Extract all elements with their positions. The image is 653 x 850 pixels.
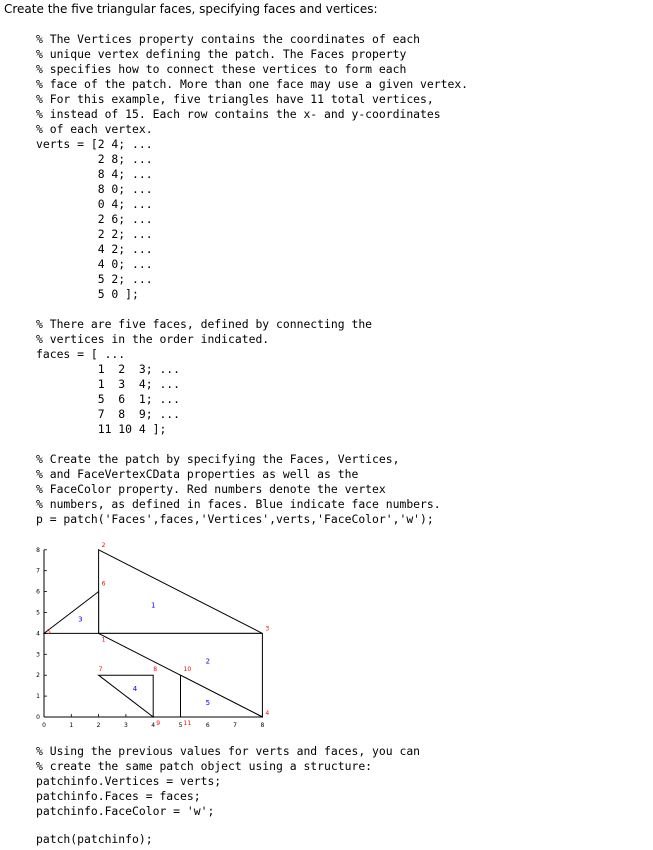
vertex-number-label: 6: [101, 580, 106, 588]
x-tick-label: 1: [69, 722, 74, 729]
code-line: 2 6; ...: [36, 212, 153, 226]
code-line: 2 8; ...: [36, 152, 153, 166]
vertex-number-label: 4: [265, 710, 270, 717]
vertex-number-label: 2: [101, 541, 106, 549]
code-line: % specifies how to connect these vertices to form each: [36, 62, 407, 76]
vertex-number-label: 8: [153, 666, 158, 674]
face-number-label: 4: [132, 685, 138, 694]
code-line: faces = [ ...: [36, 347, 126, 361]
code-line: % face of the patch. More than one face may use a given vertex.: [36, 77, 469, 91]
y-tick-label: 2: [36, 672, 40, 680]
code-line: % and FaceVertexCData properties as well as the: [36, 467, 359, 481]
code-line: 5 6 1; ...: [36, 392, 181, 406]
code-line: 11 10 4 ];: [36, 422, 167, 436]
y-tick-label: 3: [36, 651, 40, 659]
code-line: patchinfo.Faces = faces;: [36, 789, 201, 803]
code-line: 4 0; ...: [36, 257, 153, 271]
y-tick-label: 7: [36, 567, 40, 575]
patch-face-3: [44, 592, 99, 634]
code-line: % numbers, as defined in faces. Blue indicate face numbers.: [36, 497, 441, 511]
code-line: % There are five faces, defined by connecting the: [36, 317, 373, 331]
code-block-patch-call: [36, 452, 441, 527]
y-tick-label: 4: [36, 630, 40, 638]
code-line: 5 0 ];: [36, 287, 139, 301]
x-tick-label: 5: [178, 722, 183, 729]
code-line: 1 2 3; ...: [36, 362, 181, 376]
code-line: patch(patchinfo);: [36, 832, 153, 846]
code-line: p = patch('Faces',faces,'Vertices',verts,'FaceColor','w');: [36, 512, 434, 526]
code-line: % of each vertex.: [36, 122, 153, 136]
x-tick-label: 8: [260, 722, 265, 729]
code-line: 4 2; ...: [36, 242, 153, 256]
face-number-label: 5: [205, 699, 211, 708]
patch-face-4: [99, 675, 154, 717]
code-line: 7 8 9; ...: [36, 407, 181, 421]
patch-face-1: [99, 550, 263, 634]
y-tick-label: 6: [36, 588, 40, 596]
code-line: % vertices in the order indicated.: [36, 332, 270, 346]
code-line: 8 4; ...: [36, 167, 153, 181]
face-number-label: 2: [205, 657, 211, 666]
y-tick-label: 5: [36, 609, 40, 617]
x-tick-label: 3: [123, 722, 128, 729]
code-line: % Using the previous values for verts and faces, you can: [36, 744, 421, 758]
x-tick-label: 0: [42, 722, 46, 729]
x-tick-label: 7: [233, 722, 238, 729]
x-tick-label: 2: [96, 722, 101, 729]
face-number-label: 3: [78, 615, 83, 624]
vertex-number-label: 7: [98, 666, 103, 674]
code-line: % instead of 15. Each row contains the x- and y-coordinates: [36, 107, 441, 121]
code-line: 0 4; ...: [36, 197, 153, 211]
code-line: patchinfo.FaceColor = 'w';: [36, 804, 215, 818]
code-line: 5 2; ...: [36, 272, 153, 286]
code-line: patchinfo.Vertices = verts;: [36, 774, 222, 788]
face-number-label: 1: [150, 601, 156, 610]
section-heading: Create the five triangular faces, specifying faces and vertices:: [4, 2, 378, 16]
code-line: 8 0; ...: [36, 182, 153, 196]
code-line: % The Vertices property contains the coordinates of each: [36, 32, 421, 46]
code-block-structure: [36, 744, 420, 819]
vertex-number-label: 11: [183, 720, 192, 727]
vertex-number-label: 1: [101, 636, 106, 644]
code-line: % create the same patch object using a structure:: [36, 759, 373, 773]
code-block-struct-call: [36, 832, 153, 847]
x-tick-label: 6: [205, 722, 210, 729]
y-tick-label: 0: [36, 714, 40, 721]
code-line: % unique vertex defining the patch. The Faces property: [36, 47, 407, 61]
x-tick-label: 4: [151, 722, 156, 729]
y-tick-label: 8: [36, 546, 40, 554]
vertex-number-label: 9: [156, 720, 161, 727]
code-line: verts = [2 4; ...: [36, 137, 153, 151]
vertex-number-label: 5: [47, 628, 51, 636]
code-line: 1 3 4; ...: [36, 377, 181, 391]
code-line: % For this example, five triangles have 11 total vertices,: [36, 92, 434, 106]
y-tick-label: 1: [36, 693, 40, 701]
vertex-number-label: 10: [183, 666, 192, 674]
code-block-faces: [36, 317, 372, 437]
vertex-number-label: 3: [265, 625, 270, 633]
code-line: % Create the patch by specifying the Faces, Vertices,: [36, 452, 400, 466]
code-line: % FaceColor property. Red numbers denote the vertex: [36, 482, 386, 496]
code-block-vertices: [36, 32, 468, 302]
patch-figure: [28, 535, 278, 735]
code-line: 2 2; ...: [36, 227, 153, 241]
